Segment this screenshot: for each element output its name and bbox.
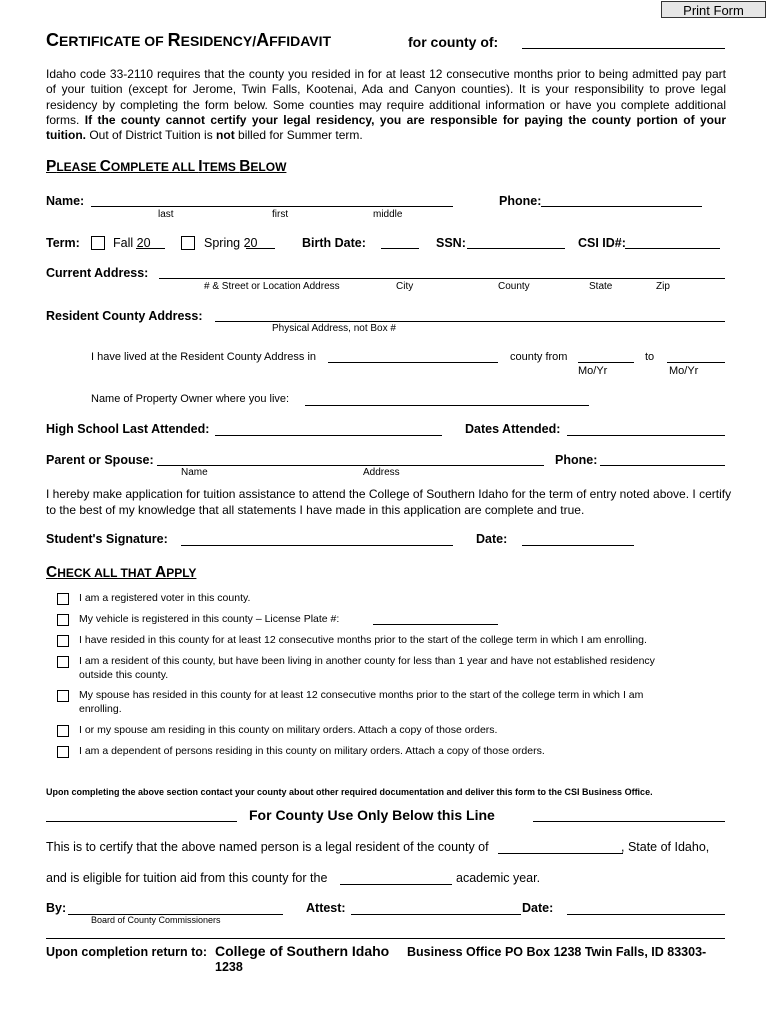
return-divider bbox=[46, 938, 725, 939]
return-address-cont: 1238 bbox=[215, 960, 243, 974]
name-field[interactable] bbox=[91, 206, 453, 207]
spouse-resided-label: My spouse has resided in this county for at least 12 consecutive months prior to the start of the college term in which I am bbox=[79, 689, 644, 701]
property-owner-label: Name of Property Owner where you live: bbox=[91, 393, 290, 405]
ps-phone-field[interactable] bbox=[600, 465, 725, 466]
csi-id-label: CSI ID#: bbox=[578, 236, 626, 250]
fall-label: Fall 20 bbox=[113, 236, 151, 250]
lived-at-label: I have lived at the Resident County Address in bbox=[91, 351, 317, 363]
signature-date-field[interactable] bbox=[522, 545, 634, 546]
eligible-text: and is eligible for tuition aid from this county for the bbox=[46, 871, 328, 885]
county-of-field[interactable] bbox=[522, 48, 725, 49]
military-orders-checkbox[interactable] bbox=[57, 725, 69, 737]
from-date-field[interactable] bbox=[578, 362, 634, 363]
csi-id-field[interactable] bbox=[625, 248, 720, 249]
spring-label: Spring 20 bbox=[204, 236, 258, 250]
military-dependent-checkbox[interactable] bbox=[57, 746, 69, 758]
ssn-field[interactable] bbox=[467, 248, 565, 249]
vehicle-label: My vehicle is registered in this county – License Plate #: bbox=[79, 613, 340, 625]
by-label: By: bbox=[46, 901, 67, 915]
ssn-label: SSN: bbox=[436, 236, 466, 250]
county-date-label: Date: bbox=[522, 901, 554, 915]
resided-12-months-label: I have resided in this county for at least 12 consecutive months prior to the start of the college term in which I am enrolling. bbox=[79, 634, 647, 646]
dates-attended-field[interactable] bbox=[567, 435, 725, 436]
state-of-idaho-text: , State of Idaho, bbox=[621, 840, 710, 854]
first-caption: first bbox=[272, 209, 289, 220]
attest-field[interactable] bbox=[351, 914, 521, 915]
county-from-label: county from bbox=[510, 351, 568, 363]
vehicle-checkbox[interactable] bbox=[57, 614, 69, 626]
to-label: to bbox=[645, 351, 655, 363]
city-caption: City bbox=[396, 281, 414, 292]
birth-date-label: Birth Date: bbox=[302, 236, 366, 250]
ps-address-caption: Address bbox=[363, 467, 400, 478]
academic-year-text: academic year. bbox=[456, 871, 541, 885]
spouse-resided-checkbox[interactable] bbox=[57, 690, 69, 702]
divider-right bbox=[533, 821, 725, 822]
spouse-resided-label-cont: enrolling. bbox=[79, 703, 122, 715]
county-date-field[interactable] bbox=[567, 914, 725, 915]
fall-checkbox[interactable] bbox=[91, 236, 105, 250]
divider-left bbox=[46, 821, 237, 822]
intro-paragraph: Idaho code 33-2110 requires that the county you resided in for at least 12 consecutive months prior to being admitted pay part of your tuition (except for Jerome, Twin Falls, Kootenai, Ada and Canyon counties). It is your responsibility to prove legal residency by completing the form below. Some counties may require additional information or have you complete additional forms. If the county cannot certify your legal residency, you are responsible for paying the county portion of your tuition. Out of District Tuition is not billed for Summer term. bbox=[46, 67, 726, 143]
county-certify-text: This is to certify that the above named person is a legal resident of the county of bbox=[46, 840, 489, 854]
resident-county-address-field[interactable] bbox=[215, 321, 725, 322]
last-caption: last bbox=[158, 209, 174, 220]
middle-caption: middle bbox=[373, 209, 403, 220]
phone-label: Phone: bbox=[499, 194, 542, 208]
birth-date-field[interactable] bbox=[381, 248, 419, 249]
to-moyr-caption: Mo/Yr bbox=[669, 365, 699, 377]
from-moyr-caption: Mo/Yr bbox=[578, 365, 608, 377]
license-plate-field[interactable] bbox=[373, 624, 498, 625]
legal-county-field[interactable] bbox=[498, 853, 623, 854]
county-use-heading: For County Use Only Below this Line bbox=[249, 807, 495, 823]
business-office-notice: Upon completing the above section contact your county about other required documentation and deliver this form to the CSI Business Office. bbox=[46, 787, 653, 797]
term-label: Term: bbox=[46, 236, 80, 250]
county-caption: County bbox=[498, 281, 530, 292]
resident-less-than-year-label-cont: outside this county. bbox=[79, 669, 169, 681]
to-date-field[interactable] bbox=[667, 362, 725, 363]
resided-12-months-checkbox[interactable] bbox=[57, 635, 69, 647]
county-of-label: for county of: bbox=[408, 34, 499, 50]
physical-address-caption: Physical Address, not Box # bbox=[272, 323, 396, 334]
street-caption: # & Street or Location Address bbox=[204, 281, 340, 292]
voter-label: I am a registered voter in this county. bbox=[79, 592, 251, 604]
form-title: CERTIFICATE OF RESIDENCY/AFFIDAVIT bbox=[46, 30, 332, 50]
section-heading-complete: PLEASE COMPLETE ALL ITEMS BELOW bbox=[46, 158, 287, 175]
spring-year-field[interactable] bbox=[246, 248, 275, 249]
academic-year-field[interactable] bbox=[340, 884, 452, 885]
student-signature-field[interactable] bbox=[181, 545, 453, 546]
military-dependent-label: I am a dependent of persons residing in this county on military orders. Attach a copy of those orders. bbox=[79, 745, 545, 757]
spring-checkbox[interactable] bbox=[181, 236, 195, 250]
resident-county-address-label: Resident County Address: bbox=[46, 309, 203, 323]
high-school-label: High School Last Attended: bbox=[46, 422, 210, 436]
return-address: Business Office PO Box 1238 Twin Falls, ID 83303- bbox=[407, 945, 707, 959]
ps-phone-label: Phone: bbox=[555, 453, 598, 467]
phone-field[interactable] bbox=[541, 206, 702, 207]
property-owner-field[interactable] bbox=[305, 405, 589, 406]
military-orders-label: I or my spouse am residing in this county on military orders. Attach a copy of those orders. bbox=[79, 724, 498, 736]
high-school-field[interactable] bbox=[215, 435, 442, 436]
return-label: Upon completion return to: bbox=[46, 945, 208, 959]
attest-label: Attest: bbox=[306, 901, 346, 915]
resident-less-than-year-label: I am a resident of this county, but have been living in another county for less than 1 year and have not established residency bbox=[79, 655, 655, 667]
zip-caption: Zip bbox=[656, 281, 670, 292]
current-address-field[interactable] bbox=[159, 278, 725, 279]
certification-text: I hereby make application for tuition assistance to attend the College of Southern Idaho for the term of entry noted above. I certify to the best of my knowledge that all statements I have made in this application are complete and true. bbox=[46, 487, 732, 517]
dates-attended-label: Dates Attended: bbox=[465, 422, 561, 436]
parent-spouse-field[interactable] bbox=[157, 465, 544, 466]
signature-date-label: Date: bbox=[476, 532, 508, 546]
section-heading-check: CHECK ALL THAT APPLY bbox=[46, 564, 197, 581]
ps-name-caption: Name bbox=[181, 467, 208, 478]
name-label: Name: bbox=[46, 194, 85, 208]
student-signature-label: Student's Signature: bbox=[46, 532, 168, 546]
print-form-button[interactable]: Print Form bbox=[661, 1, 766, 18]
board-caption: Board of County Commissioners bbox=[91, 915, 221, 925]
resident-less-than-year-checkbox[interactable] bbox=[57, 656, 69, 668]
voter-checkbox[interactable] bbox=[57, 593, 69, 605]
college-name: College of Southern Idaho bbox=[215, 943, 390, 959]
parent-spouse-label: Parent or Spouse: bbox=[46, 453, 154, 467]
lived-county-field[interactable] bbox=[328, 362, 498, 363]
state-caption: State bbox=[589, 281, 613, 292]
fall-year-field[interactable] bbox=[136, 248, 165, 249]
current-address-label: Current Address: bbox=[46, 266, 149, 280]
